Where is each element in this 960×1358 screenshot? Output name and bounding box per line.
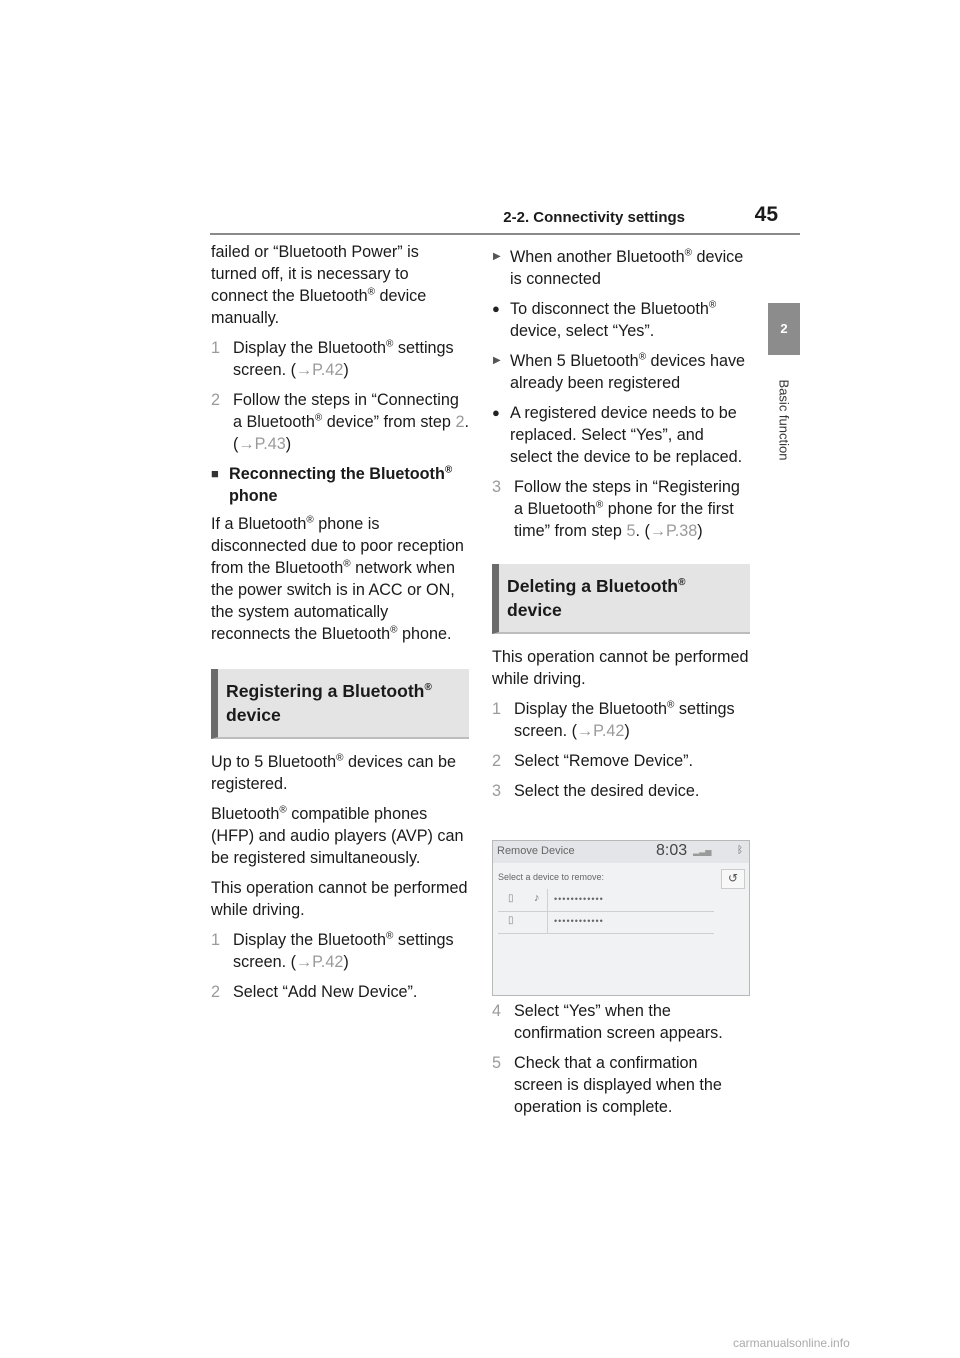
step-item: 1 Display the Bluetooth® settings screen. (→P.42) [211, 338, 454, 379]
music-note-icon: ♪ [534, 892, 540, 904]
phone-icon: ▯ [508, 893, 514, 904]
screen-title: Remove Device [497, 845, 575, 857]
device-name: •••••••••••• [554, 894, 604, 904]
section-heading-registering: Registering a Bluetooth® device [211, 669, 469, 739]
step-item: 5 Check that a confirmation screen is displayed when the operation is complete. [492, 1054, 722, 1116]
phone-icon: ▯ [508, 915, 514, 926]
page-reference[interactable]: →P.42 [295, 361, 344, 379]
driving-note: This operation cannot be performed while driving. [211, 879, 468, 919]
page-reference[interactable]: →P.42 [576, 722, 625, 740]
page-reference[interactable]: →P.42 [295, 953, 344, 971]
screen-clock: 8:03 [656, 842, 688, 859]
chapter-tab: 2 [768, 303, 800, 355]
case-heading: ▶ When another Bluetooth® device is connected [492, 246, 750, 290]
page-number: 45 [754, 203, 778, 226]
select-device-label: Select a device to remove: [498, 872, 605, 882]
compatible-paragraph: Bluetooth® compatible phones (HFP) and audio players (AVP) can be registered simultaneously. [211, 804, 464, 867]
step-item: 2 Follow the steps in “Connecting a Bluetooth® device” from step 2. (→P.43) [211, 391, 469, 453]
header-rule [210, 233, 800, 235]
page-reference[interactable]: →P.38 [649, 522, 698, 540]
step-item: 2 Select “Remove Device”. [492, 752, 694, 770]
watermark: carmanualsonline.info [733, 1336, 850, 1350]
section-title: 2-2. Connectivity settings [503, 209, 685, 226]
step-reference: 2 [455, 413, 465, 431]
step-item: 1 Display the Bluetooth® settings screen. (→P.42) [492, 699, 735, 740]
chapter-label: Basic function [776, 379, 792, 461]
case-heading: ▶ When 5 Bluetooth® devices have already been registered [492, 350, 750, 394]
page-reference[interactable]: →P.43 [238, 435, 286, 453]
step-item: 3 Follow the steps in “Registering a Bluetooth® phone for the first time” from step 5. (→P.38) [492, 478, 740, 540]
register-limit-paragraph: Up to 5 Bluetooth® devices can be registered. [211, 752, 456, 793]
back-button[interactable]: ↺ [721, 869, 745, 889]
intro-paragraph: failed or “Bluetooth Power” is turned off, it is necessary to connect the Bluetooth® device manually. [211, 243, 427, 327]
left-column [211, 241, 469, 1011]
step-reference: 5 [626, 522, 636, 540]
step-item: 2 Select “Add New Device”. [211, 983, 418, 1001]
reconnect-paragraph: If a Bluetooth® phone is disconnected due to poor reception from the Bluetooth® network when the power switch is in ACC or ON, the system automatically reconnects the Bluetooth® phone. [211, 514, 464, 643]
bullet-item: ● A registered device needs to be replaced. Select “Yes”, and select the device to be replaced. [492, 402, 750, 468]
section-heading-deleting: Deleting a Bluetooth® device [492, 564, 750, 634]
device-row[interactable] [498, 911, 714, 934]
page-header [210, 205, 800, 235]
device-name: •••••••••••• [554, 916, 604, 926]
step-item: 4 Select “Yes” when the confirmation screen appears. [492, 1002, 723, 1042]
bullet-item: ● To disconnect the Bluetooth® device, select “Yes”. [492, 298, 750, 342]
step-item: 3 Select the desired device. [492, 782, 700, 800]
remove-device-screenshot [492, 840, 750, 996]
subheading-reconnecting: ■ Reconnecting the Bluetooth® phone [211, 463, 469, 507]
driving-note: This operation cannot be performed while driving. [492, 648, 749, 688]
right-column [492, 246, 750, 810]
device-row[interactable] [498, 889, 714, 912]
right-column-bottom [492, 1000, 750, 1126]
step-item: 1 Display the Bluetooth® settings screen. (→P.42) [211, 930, 454, 971]
signal-icon: ▂▃▅ [693, 847, 712, 856]
bluetooth-icon: ᛒ [737, 845, 743, 856]
